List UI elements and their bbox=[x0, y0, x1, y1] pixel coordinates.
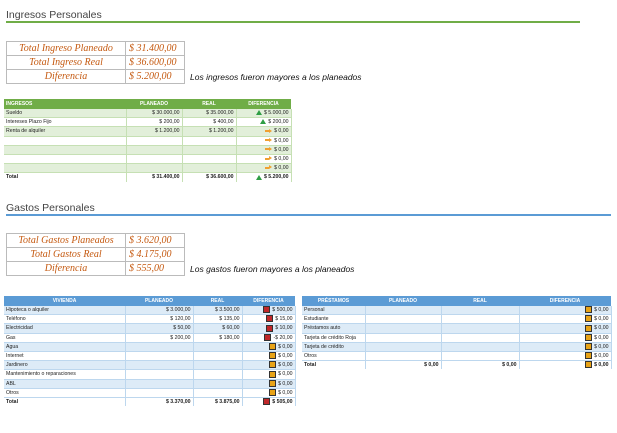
expenses-summary bbox=[6, 233, 185, 276]
difference-cell[interactable] bbox=[242, 388, 295, 397]
column-header[interactable]: REAL bbox=[441, 296, 519, 306]
category-cell[interactable]: Personal bbox=[302, 306, 365, 315]
category-cell[interactable]: Jardinero bbox=[4, 361, 125, 370]
column-header[interactable]: DIFERENCIA bbox=[519, 296, 611, 306]
difference-cell[interactable] bbox=[519, 333, 611, 342]
expenses-note: Los gastos fueron mayores a los planeados bbox=[190, 264, 355, 274]
table-row bbox=[4, 127, 291, 136]
category-cell[interactable]: Préstamos auto bbox=[302, 324, 365, 333]
difference-value: $ 0,00 bbox=[594, 353, 609, 360]
difference-cell[interactable] bbox=[242, 379, 295, 388]
summary-label: Total Gastos Real bbox=[7, 248, 126, 262]
red-square-icon bbox=[266, 315, 273, 322]
table-row bbox=[4, 351, 295, 360]
real-cell[interactable] bbox=[441, 306, 519, 315]
category-cell[interactable] bbox=[4, 136, 126, 145]
difference-value: $ 0,00 bbox=[594, 334, 609, 341]
arrow-up-icon bbox=[256, 110, 262, 115]
planned-cell[interactable] bbox=[365, 306, 441, 315]
planned-cell[interactable] bbox=[125, 351, 193, 360]
planned-cell[interactable]: $ 1.200,00 bbox=[126, 127, 182, 136]
real-cell[interactable] bbox=[182, 154, 236, 163]
difference-cell[interactable] bbox=[519, 306, 611, 315]
difference-value: $ 10,00 bbox=[275, 325, 293, 332]
amber-square-icon bbox=[585, 343, 592, 350]
difference-value: $ 5.200,00 bbox=[263, 174, 289, 181]
table-row bbox=[302, 306, 611, 315]
real-cell[interactable] bbox=[182, 164, 236, 173]
amber-square-icon bbox=[269, 389, 276, 396]
arrow-right-icon bbox=[265, 165, 272, 170]
category-cell[interactable] bbox=[4, 154, 126, 163]
real-cell[interactable]: $ 0,00 bbox=[441, 361, 519, 370]
real-cell[interactable]: $ 36.600,00 bbox=[182, 173, 236, 182]
category-cell[interactable]: Mantenimiento o reparaciones bbox=[4, 370, 125, 379]
planned-cell[interactable] bbox=[126, 154, 182, 163]
category-cell[interactable]: Electricidad bbox=[4, 324, 125, 333]
column-header[interactable]: PLANEADO bbox=[125, 296, 193, 306]
difference-value: $ 0,00 bbox=[594, 316, 609, 323]
real-cell[interactable] bbox=[193, 370, 242, 379]
income-section-title: Ingresos Personales bbox=[6, 9, 102, 21]
column-header[interactable]: PLANEADO bbox=[126, 99, 182, 109]
total-row bbox=[4, 173, 291, 182]
difference-cell[interactable] bbox=[242, 315, 295, 324]
amber-square-icon bbox=[585, 352, 592, 359]
real-cell[interactable] bbox=[441, 324, 519, 333]
difference-value: $ 0,00 bbox=[278, 343, 293, 350]
table-row bbox=[302, 342, 611, 351]
table-row bbox=[4, 379, 295, 388]
category-cell[interactable]: Total bbox=[4, 397, 125, 406]
difference-cell[interactable] bbox=[236, 145, 291, 154]
planned-cell[interactable]: $ 200,00 bbox=[125, 333, 193, 342]
real-cell[interactable] bbox=[193, 361, 242, 370]
difference-value: $ 0,00 bbox=[278, 380, 293, 387]
table-row bbox=[4, 109, 291, 118]
difference-value: $ 200,00 bbox=[268, 119, 289, 126]
difference-value: $ 0,00 bbox=[274, 137, 289, 144]
difference-cell[interactable] bbox=[236, 118, 291, 127]
category-cell[interactable] bbox=[4, 164, 126, 173]
summary-value[interactable]: $ 555,00 bbox=[126, 262, 185, 276]
category-cell[interactable]: Teléfono bbox=[4, 315, 125, 324]
amber-square-icon bbox=[269, 352, 276, 359]
arrow-right-icon bbox=[265, 156, 272, 161]
difference-cell[interactable] bbox=[242, 397, 295, 406]
real-cell[interactable]: $ 60,00 bbox=[193, 324, 242, 333]
amber-square-icon bbox=[585, 306, 592, 313]
real-cell[interactable] bbox=[193, 342, 242, 351]
category-cell[interactable] bbox=[4, 145, 126, 154]
table-row bbox=[4, 361, 295, 370]
real-cell[interactable]: $ 135,00 bbox=[193, 315, 242, 324]
table-row bbox=[302, 315, 611, 324]
summary-value[interactable]: $ 31.400,00 bbox=[126, 42, 185, 56]
summary-label: Total Ingreso Real bbox=[7, 56, 126, 70]
column-header[interactable]: INGRESOS bbox=[4, 99, 126, 109]
table-row bbox=[4, 333, 295, 342]
difference-cell[interactable] bbox=[242, 324, 295, 333]
difference-value: -$ 20,00 bbox=[273, 334, 293, 341]
planned-cell[interactable]: $ 3.000,00 bbox=[125, 306, 193, 315]
difference-cell[interactable] bbox=[236, 109, 291, 118]
planned-cell[interactable]: $ 50,00 bbox=[125, 324, 193, 333]
difference-value: $ 5.000,00 bbox=[263, 110, 289, 117]
difference-value: $ 0,00 bbox=[594, 362, 609, 369]
difference-cell[interactable] bbox=[519, 361, 611, 370]
real-cell[interactable]: $ 180,00 bbox=[193, 333, 242, 342]
amber-square-icon bbox=[269, 371, 276, 378]
planned-cell[interactable] bbox=[126, 145, 182, 154]
planned-cell[interactable]: $ 3.370,00 bbox=[125, 397, 193, 406]
arrow-right-icon bbox=[265, 147, 272, 152]
category-cell[interactable]: Otros bbox=[302, 351, 365, 360]
difference-cell[interactable] bbox=[236, 127, 291, 136]
column-header[interactable]: PRÉSTAMOS bbox=[302, 296, 365, 306]
summary-value[interactable]: $ 3.620,00 bbox=[126, 234, 185, 248]
planned-cell[interactable]: $ 31.400,00 bbox=[126, 173, 182, 182]
planned-cell[interactable] bbox=[125, 379, 193, 388]
expenses-section-title: Gastos Personales bbox=[6, 202, 95, 214]
real-cell[interactable]: $ 35.000,00 bbox=[182, 109, 236, 118]
planned-cell[interactable] bbox=[365, 333, 441, 342]
real-cell[interactable] bbox=[193, 351, 242, 360]
housing-table bbox=[4, 296, 296, 406]
expenses-title-rule bbox=[6, 214, 611, 216]
difference-cell[interactable] bbox=[519, 342, 611, 351]
table-row bbox=[4, 342, 295, 351]
real-cell[interactable]: $ 3.875,00 bbox=[193, 397, 242, 406]
planned-cell[interactable] bbox=[365, 315, 441, 324]
summary-value[interactable]: $ 36.600,00 bbox=[126, 56, 185, 70]
column-header[interactable]: DIFERENCIA bbox=[236, 99, 291, 109]
summary-label: Diferencia bbox=[7, 70, 126, 84]
category-cell[interactable]: Estudiante bbox=[302, 315, 365, 324]
category-cell[interactable]: Hipoteca o alquiler bbox=[4, 306, 125, 315]
difference-value: $ 505,00 bbox=[272, 398, 293, 405]
loans-table bbox=[302, 296, 612, 369]
summary-value[interactable]: $ 5.200,00 bbox=[126, 70, 185, 84]
category-cell[interactable]: Sueldo bbox=[4, 109, 126, 118]
difference-cell[interactable] bbox=[242, 342, 295, 351]
category-cell[interactable]: Agua bbox=[4, 342, 125, 351]
difference-cell[interactable] bbox=[236, 136, 291, 145]
difference-cell[interactable] bbox=[519, 351, 611, 360]
planned-cell[interactable] bbox=[365, 351, 441, 360]
amber-square-icon bbox=[585, 334, 592, 341]
summary-label: Diferencia bbox=[7, 262, 126, 276]
amber-square-icon bbox=[269, 361, 276, 368]
difference-cell[interactable] bbox=[242, 351, 295, 360]
table-row bbox=[4, 388, 295, 397]
difference-value: $ 0,00 bbox=[594, 307, 609, 314]
red-square-icon bbox=[266, 325, 273, 332]
column-header[interactable]: REAL bbox=[182, 99, 236, 109]
planned-cell[interactable] bbox=[125, 370, 193, 379]
category-cell[interactable]: Intereses Plazo Fijo bbox=[4, 118, 126, 127]
table-row bbox=[4, 324, 295, 333]
real-cell[interactable] bbox=[441, 315, 519, 324]
summary-value[interactable]: $ 4.175,00 bbox=[126, 248, 185, 262]
category-cell[interactable]: Renta de alquiler bbox=[4, 127, 126, 136]
red-square-icon bbox=[263, 398, 270, 405]
planned-cell[interactable] bbox=[125, 388, 193, 397]
difference-value: $ 0,00 bbox=[594, 325, 609, 332]
planned-cell[interactable] bbox=[126, 136, 182, 145]
category-cell[interactable]: Gas bbox=[4, 333, 125, 342]
planned-cell[interactable] bbox=[126, 164, 182, 173]
difference-cell[interactable] bbox=[519, 315, 611, 324]
table-row bbox=[302, 333, 611, 342]
category-cell[interactable]: Internet bbox=[4, 351, 125, 360]
table-row bbox=[302, 351, 611, 360]
difference-value: $ 0,00 bbox=[594, 343, 609, 350]
difference-cell[interactable] bbox=[236, 154, 291, 163]
category-cell[interactable]: Tarjeta de crédito Roja bbox=[302, 333, 365, 342]
planned-cell[interactable]: $ 120,00 bbox=[125, 315, 193, 324]
category-cell[interactable]: ABL bbox=[4, 379, 125, 388]
real-cell[interactable] bbox=[441, 342, 519, 351]
income-note: Los ingresos fueron mayores a los planeados bbox=[190, 72, 362, 82]
income-summary bbox=[6, 41, 185, 84]
real-cell[interactable] bbox=[441, 351, 519, 360]
real-cell[interactable]: $ 400,00 bbox=[182, 118, 236, 127]
table-row bbox=[4, 154, 291, 163]
difference-value: $ 0,00 bbox=[278, 371, 293, 378]
amber-square-icon bbox=[269, 380, 276, 387]
difference-value: $ 0,00 bbox=[274, 128, 289, 135]
column-header[interactable]: PLANEADO bbox=[365, 296, 441, 306]
arrow-up-icon bbox=[256, 175, 262, 180]
category-cell[interactable]: Otros bbox=[4, 388, 125, 397]
difference-cell[interactable] bbox=[242, 361, 295, 370]
planned-cell[interactable] bbox=[125, 361, 193, 370]
difference-cell[interactable] bbox=[242, 370, 295, 379]
difference-value: $ 0,00 bbox=[278, 389, 293, 396]
category-cell[interactable]: Total bbox=[302, 361, 365, 370]
table-row bbox=[4, 118, 291, 127]
difference-cell[interactable] bbox=[519, 324, 611, 333]
difference-value: $ 0,00 bbox=[278, 362, 293, 369]
real-cell[interactable] bbox=[193, 379, 242, 388]
difference-cell[interactable] bbox=[236, 173, 291, 182]
table-row bbox=[4, 164, 291, 173]
total-row bbox=[302, 361, 611, 370]
difference-value: $ 0,00 bbox=[274, 146, 289, 153]
real-cell[interactable] bbox=[441, 333, 519, 342]
real-cell[interactable] bbox=[193, 388, 242, 397]
real-cell[interactable] bbox=[182, 136, 236, 145]
income-title-rule bbox=[6, 21, 580, 23]
summary-label: Total Ingreso Planeado bbox=[7, 42, 126, 56]
table-row bbox=[4, 306, 295, 315]
amber-square-icon bbox=[585, 315, 592, 322]
table-row bbox=[4, 145, 291, 154]
planned-cell[interactable]: $ 30.000,00 bbox=[126, 109, 182, 118]
planned-cell[interactable] bbox=[125, 342, 193, 351]
arrow-right-icon bbox=[265, 129, 272, 134]
amber-square-icon bbox=[269, 343, 276, 350]
red-square-icon bbox=[264, 334, 271, 341]
table-row bbox=[302, 324, 611, 333]
table-row bbox=[4, 136, 291, 145]
table-row bbox=[4, 370, 295, 379]
planned-cell[interactable]: $ 0,00 bbox=[365, 361, 441, 370]
amber-square-icon bbox=[585, 361, 592, 368]
difference-cell[interactable] bbox=[236, 164, 291, 173]
real-cell[interactable] bbox=[182, 145, 236, 154]
red-square-icon bbox=[263, 306, 270, 313]
category-cell[interactable]: Total bbox=[4, 173, 126, 182]
difference-value: $ 15,00 bbox=[275, 316, 293, 323]
summary-label: Total Gastos Planeados bbox=[7, 234, 126, 248]
difference-cell[interactable] bbox=[242, 333, 295, 342]
difference-value: $ 0,00 bbox=[274, 156, 289, 163]
planned-cell[interactable] bbox=[365, 342, 441, 351]
amber-square-icon bbox=[585, 325, 592, 332]
arrow-right-icon bbox=[265, 138, 272, 143]
arrow-up-icon bbox=[260, 119, 266, 124]
planned-cell[interactable] bbox=[365, 324, 441, 333]
difference-value: $ 500,00 bbox=[272, 307, 293, 314]
real-cell[interactable]: $ 3.500,00 bbox=[193, 306, 242, 315]
column-header[interactable]: VIVIENDA bbox=[4, 296, 125, 306]
difference-value: $ 0,00 bbox=[274, 165, 289, 172]
total-row bbox=[4, 397, 295, 406]
income-table bbox=[4, 99, 292, 182]
real-cell[interactable]: $ 1.200,00 bbox=[182, 127, 236, 136]
column-header[interactable]: REAL bbox=[193, 296, 242, 306]
difference-cell[interactable] bbox=[242, 306, 295, 315]
table-row bbox=[4, 315, 295, 324]
difference-value: $ 0,00 bbox=[278, 353, 293, 360]
planned-cell[interactable]: $ 200,00 bbox=[126, 118, 182, 127]
category-cell[interactable]: Tarjeta de crédito bbox=[302, 342, 365, 351]
column-header[interactable]: DIFERENCIA bbox=[242, 296, 295, 306]
